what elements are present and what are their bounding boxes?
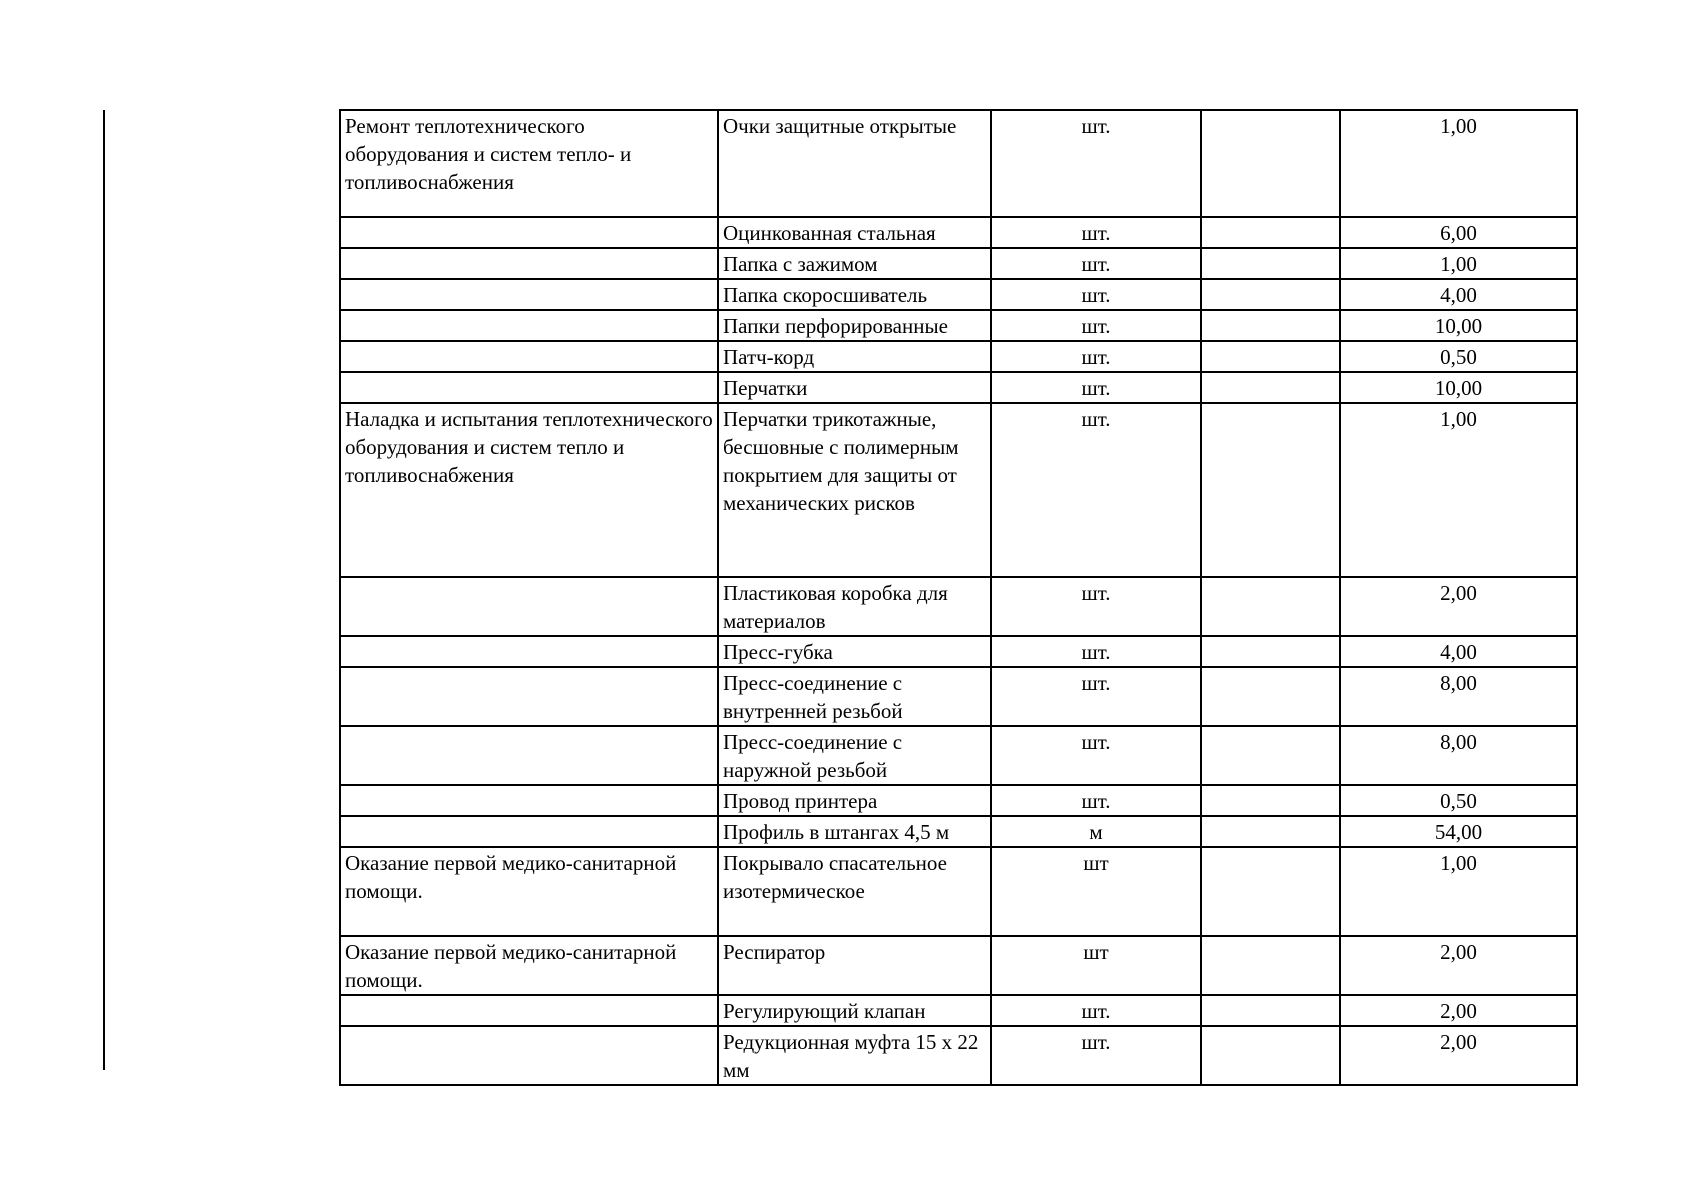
qty-cell: 2,00	[1340, 1026, 1577, 1085]
qty-cell: 2,00	[1340, 995, 1577, 1026]
unit-cell: шт.	[991, 667, 1201, 726]
unit-cell: шт.	[991, 636, 1201, 667]
item-cell: Папка скоросшиватель	[718, 279, 991, 310]
unit-cell: м	[991, 816, 1201, 847]
unit-cell: шт.	[991, 217, 1201, 248]
work-cell: Оказание первой медико-санитарной помощи.	[340, 847, 718, 936]
margin-line	[103, 110, 105, 1070]
extra-cell	[1201, 248, 1340, 279]
item-cell: Пресс-губка	[718, 636, 991, 667]
extra-cell	[1201, 279, 1340, 310]
work-cell	[340, 217, 718, 248]
table-row	[340, 936, 1577, 995]
table-row	[340, 341, 1577, 372]
work-cell	[340, 279, 718, 310]
table-row	[340, 577, 1577, 636]
qty-cell: 1,00	[1340, 110, 1577, 217]
work-cell	[340, 995, 718, 1026]
extra-cell	[1201, 995, 1340, 1026]
item-cell: Профиль в штангах 4,5 м	[718, 816, 991, 847]
item-cell: Респиратор	[718, 936, 991, 995]
unit-cell: шт.	[991, 403, 1201, 577]
qty-cell: 1,00	[1340, 847, 1577, 936]
qty-cell: 2,00	[1340, 936, 1577, 995]
qty-cell: 4,00	[1340, 636, 1577, 667]
table-row	[340, 785, 1577, 816]
item-cell: Пресс-соединение с внутренней резьбой	[718, 667, 991, 726]
qty-cell: 6,00	[1340, 217, 1577, 248]
extra-cell	[1201, 403, 1340, 577]
materials-table	[339, 109, 1578, 1086]
table-row	[340, 636, 1577, 667]
qty-cell: 0,50	[1340, 785, 1577, 816]
unit-cell: шт.	[991, 110, 1201, 217]
item-cell: Пресс-соединение с наружной резьбой	[718, 726, 991, 785]
table-row	[340, 110, 1577, 217]
unit-cell: шт.	[991, 248, 1201, 279]
work-cell	[340, 248, 718, 279]
work-cell	[340, 310, 718, 341]
table-row	[340, 217, 1577, 248]
table-row	[340, 667, 1577, 726]
unit-cell: шт.	[991, 726, 1201, 785]
extra-cell	[1201, 726, 1340, 785]
table-row	[340, 726, 1577, 785]
qty-cell: 1,00	[1340, 248, 1577, 279]
work-cell	[340, 372, 718, 403]
qty-cell: 8,00	[1340, 667, 1577, 726]
work-cell	[340, 785, 718, 816]
item-cell: Оцинкованная стальная	[718, 217, 991, 248]
item-cell: Очки защитные открытые	[718, 110, 991, 217]
work-cell: Наладка и испытания теплотехнического оборудования и систем тепло и топливоснабжения	[340, 403, 718, 577]
item-cell: Папки перфорированные	[718, 310, 991, 341]
item-cell: Папка с зажимом	[718, 248, 991, 279]
qty-cell: 10,00	[1340, 372, 1577, 403]
unit-cell: шт.	[991, 310, 1201, 341]
work-cell	[340, 816, 718, 847]
table-row	[340, 995, 1577, 1026]
extra-cell	[1201, 310, 1340, 341]
unit-cell: шт.	[991, 577, 1201, 636]
work-cell	[340, 341, 718, 372]
item-cell: Патч-корд	[718, 341, 991, 372]
extra-cell	[1201, 816, 1340, 847]
qty-cell: 8,00	[1340, 726, 1577, 785]
extra-cell	[1201, 217, 1340, 248]
work-cell: Оказание первой медико-санитарной помощи.	[340, 936, 718, 995]
table-row	[340, 248, 1577, 279]
unit-cell: шт.	[991, 995, 1201, 1026]
extra-cell	[1201, 341, 1340, 372]
table-row	[340, 372, 1577, 403]
table-row	[340, 403, 1577, 577]
extra-cell	[1201, 667, 1340, 726]
qty-cell: 54,00	[1340, 816, 1577, 847]
table-row	[340, 816, 1577, 847]
extra-cell	[1201, 372, 1340, 403]
unit-cell: шт.	[991, 372, 1201, 403]
unit-cell: шт.	[991, 785, 1201, 816]
unit-cell: шт	[991, 936, 1201, 995]
extra-cell	[1201, 936, 1340, 995]
unit-cell: шт.	[991, 279, 1201, 310]
item-cell: Перчатки трикотажные, бесшовные с полимерным покрытием для защиты от механических рисков	[718, 403, 991, 577]
item-cell: Перчатки	[718, 372, 991, 403]
table-row	[340, 1026, 1577, 1085]
extra-cell	[1201, 1026, 1340, 1085]
work-cell	[340, 577, 718, 636]
item-cell: Редукционная муфта 15 х 22 мм	[718, 1026, 991, 1085]
table-row	[340, 279, 1577, 310]
extra-cell	[1201, 636, 1340, 667]
qty-cell: 0,50	[1340, 341, 1577, 372]
table-row	[340, 847, 1577, 936]
qty-cell: 2,00	[1340, 577, 1577, 636]
unit-cell: шт	[991, 847, 1201, 936]
qty-cell: 4,00	[1340, 279, 1577, 310]
qty-cell: 10,00	[1340, 310, 1577, 341]
extra-cell	[1201, 110, 1340, 217]
qty-cell: 1,00	[1340, 403, 1577, 577]
work-cell	[340, 1026, 718, 1085]
item-cell: Пластиковая коробка для материалов	[718, 577, 991, 636]
work-cell	[340, 667, 718, 726]
work-cell	[340, 726, 718, 785]
unit-cell: шт.	[991, 1026, 1201, 1085]
extra-cell	[1201, 785, 1340, 816]
item-cell: Провод принтера	[718, 785, 991, 816]
extra-cell	[1201, 577, 1340, 636]
item-cell: Регулирующий клапан	[718, 995, 991, 1026]
work-cell	[340, 636, 718, 667]
item-cell: Покрывало спасательное изотермическое	[718, 847, 991, 936]
work-cell: Ремонт теплотехнического оборудования и систем тепло- и топливоснабжения	[340, 110, 718, 217]
unit-cell: шт.	[991, 341, 1201, 372]
table-row	[340, 310, 1577, 341]
extra-cell	[1201, 847, 1340, 936]
